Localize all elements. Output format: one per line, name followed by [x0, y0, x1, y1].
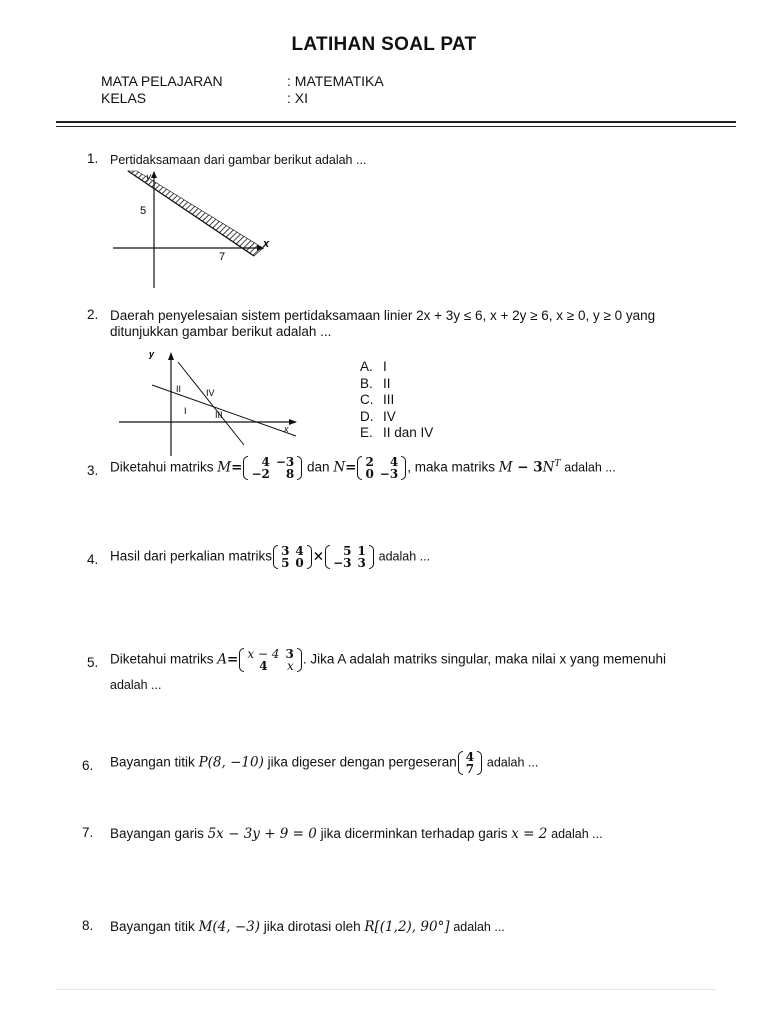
subject-label: MATA PELAJARAN	[101, 73, 223, 89]
q1-number: 1.	[87, 151, 99, 166]
class-value: : XI	[287, 90, 309, 106]
q2-y-label: y	[149, 349, 155, 359]
footer-divider	[56, 989, 716, 990]
q2-number: 2.	[87, 307, 99, 322]
q3-number: 3.	[87, 463, 99, 478]
q1-x-intercept: 7	[219, 251, 226, 263]
subject-value: : MATEMATIKA	[287, 73, 384, 89]
class-label: KELAS	[101, 90, 147, 106]
q5-matrix-a: x − 4 3 4 x	[239, 648, 301, 672]
q4-number: 4.	[87, 552, 99, 567]
q5-number: 5.	[87, 655, 99, 670]
q2-x-arrow	[289, 419, 297, 425]
q2-graph	[116, 348, 306, 460]
q2-region-label: IV	[206, 388, 215, 398]
q1-boundary-line	[128, 171, 254, 256]
q5-text: Diketahui matriks A= x − 4 3 4 x . Jika A adalah matriks singular, maka nilai x yang memenuhi	[110, 647, 666, 673]
q7-number: 7.	[82, 825, 94, 840]
q6-translation-vector: 4 7	[458, 751, 482, 775]
q2-text-line1: Daerah penyelesaian sistem pertidaksamaan linier 2x + 3y ≤ 6, x + 2y ≥ 6, x ≥ 0, y ≥ 0 yang	[110, 308, 656, 323]
q4-matrix-b: 5 1 −3 3	[325, 545, 374, 569]
q3-matrix-n: 2 4 0 −3	[357, 456, 406, 480]
q4-text: Hasil dari perkalian matriks 3 4 5 0 × 5 1 −3 3 adalah ...	[110, 544, 431, 570]
q2-text-line2: ditunjukkan gambar berikut adalah ...	[110, 324, 332, 339]
q8-number: 8.	[82, 918, 94, 933]
q2-option: A. I	[360, 359, 387, 374]
q6-text: Bayangan titik P(8, −10) jika digeser dengan pergeseran 4 7 adalah ...	[110, 750, 539, 776]
q2-line-a	[152, 385, 296, 436]
q1-graph	[108, 168, 278, 292]
q2-options	[360, 359, 433, 442]
q7-text: Bayangan garis 5x − 3y + 9 = 0 jika dicerminkan terhadap garis x = 2 adalah ...	[110, 826, 603, 842]
q2-option: C. III	[360, 392, 395, 407]
q2-option: E. II dan IV	[360, 425, 434, 440]
q2-line-b	[178, 362, 244, 445]
q2-x-label: x	[284, 424, 289, 434]
q5-text-line2: adalah ...	[110, 678, 162, 692]
q4-matrix-a: 3 4 5 0	[273, 545, 312, 569]
q2-option: D. IV	[360, 408, 396, 424]
q1-y-arrow	[151, 171, 157, 178]
q1-y-intercept: 5	[140, 205, 147, 217]
q1-shaded-region	[128, 171, 263, 256]
page-title: LATIHAN SOAL PAT	[291, 34, 477, 55]
q1-y-label: y	[146, 172, 151, 183]
q2-y-arrow	[168, 352, 174, 360]
q2-region-label: III	[215, 410, 223, 420]
q2-region-label: I	[184, 406, 187, 416]
q2-region-label: II	[176, 384, 182, 394]
header-divider-top	[56, 121, 736, 123]
q1-text: Pertidaksamaan dari gambar berikut adalah ...	[110, 153, 367, 167]
q6-number: 6.	[82, 758, 94, 773]
q3-text: Diketahui matriks M= 4 −3 −2 8 dan N= 2 4 0 −3 , maka matriks $M - 3N^T$ adalah ...	[110, 455, 616, 481]
q1-x-label: x	[263, 238, 270, 250]
q8-text: Bayangan titik M(4, −3) jika dirotasi oleh R[(1,2), 90°] adalah ...	[110, 919, 505, 935]
q3-matrix-m: 4 −3 −2 8	[243, 456, 302, 480]
q2-option: B. II	[360, 375, 391, 391]
header-divider-bottom	[56, 126, 736, 127]
